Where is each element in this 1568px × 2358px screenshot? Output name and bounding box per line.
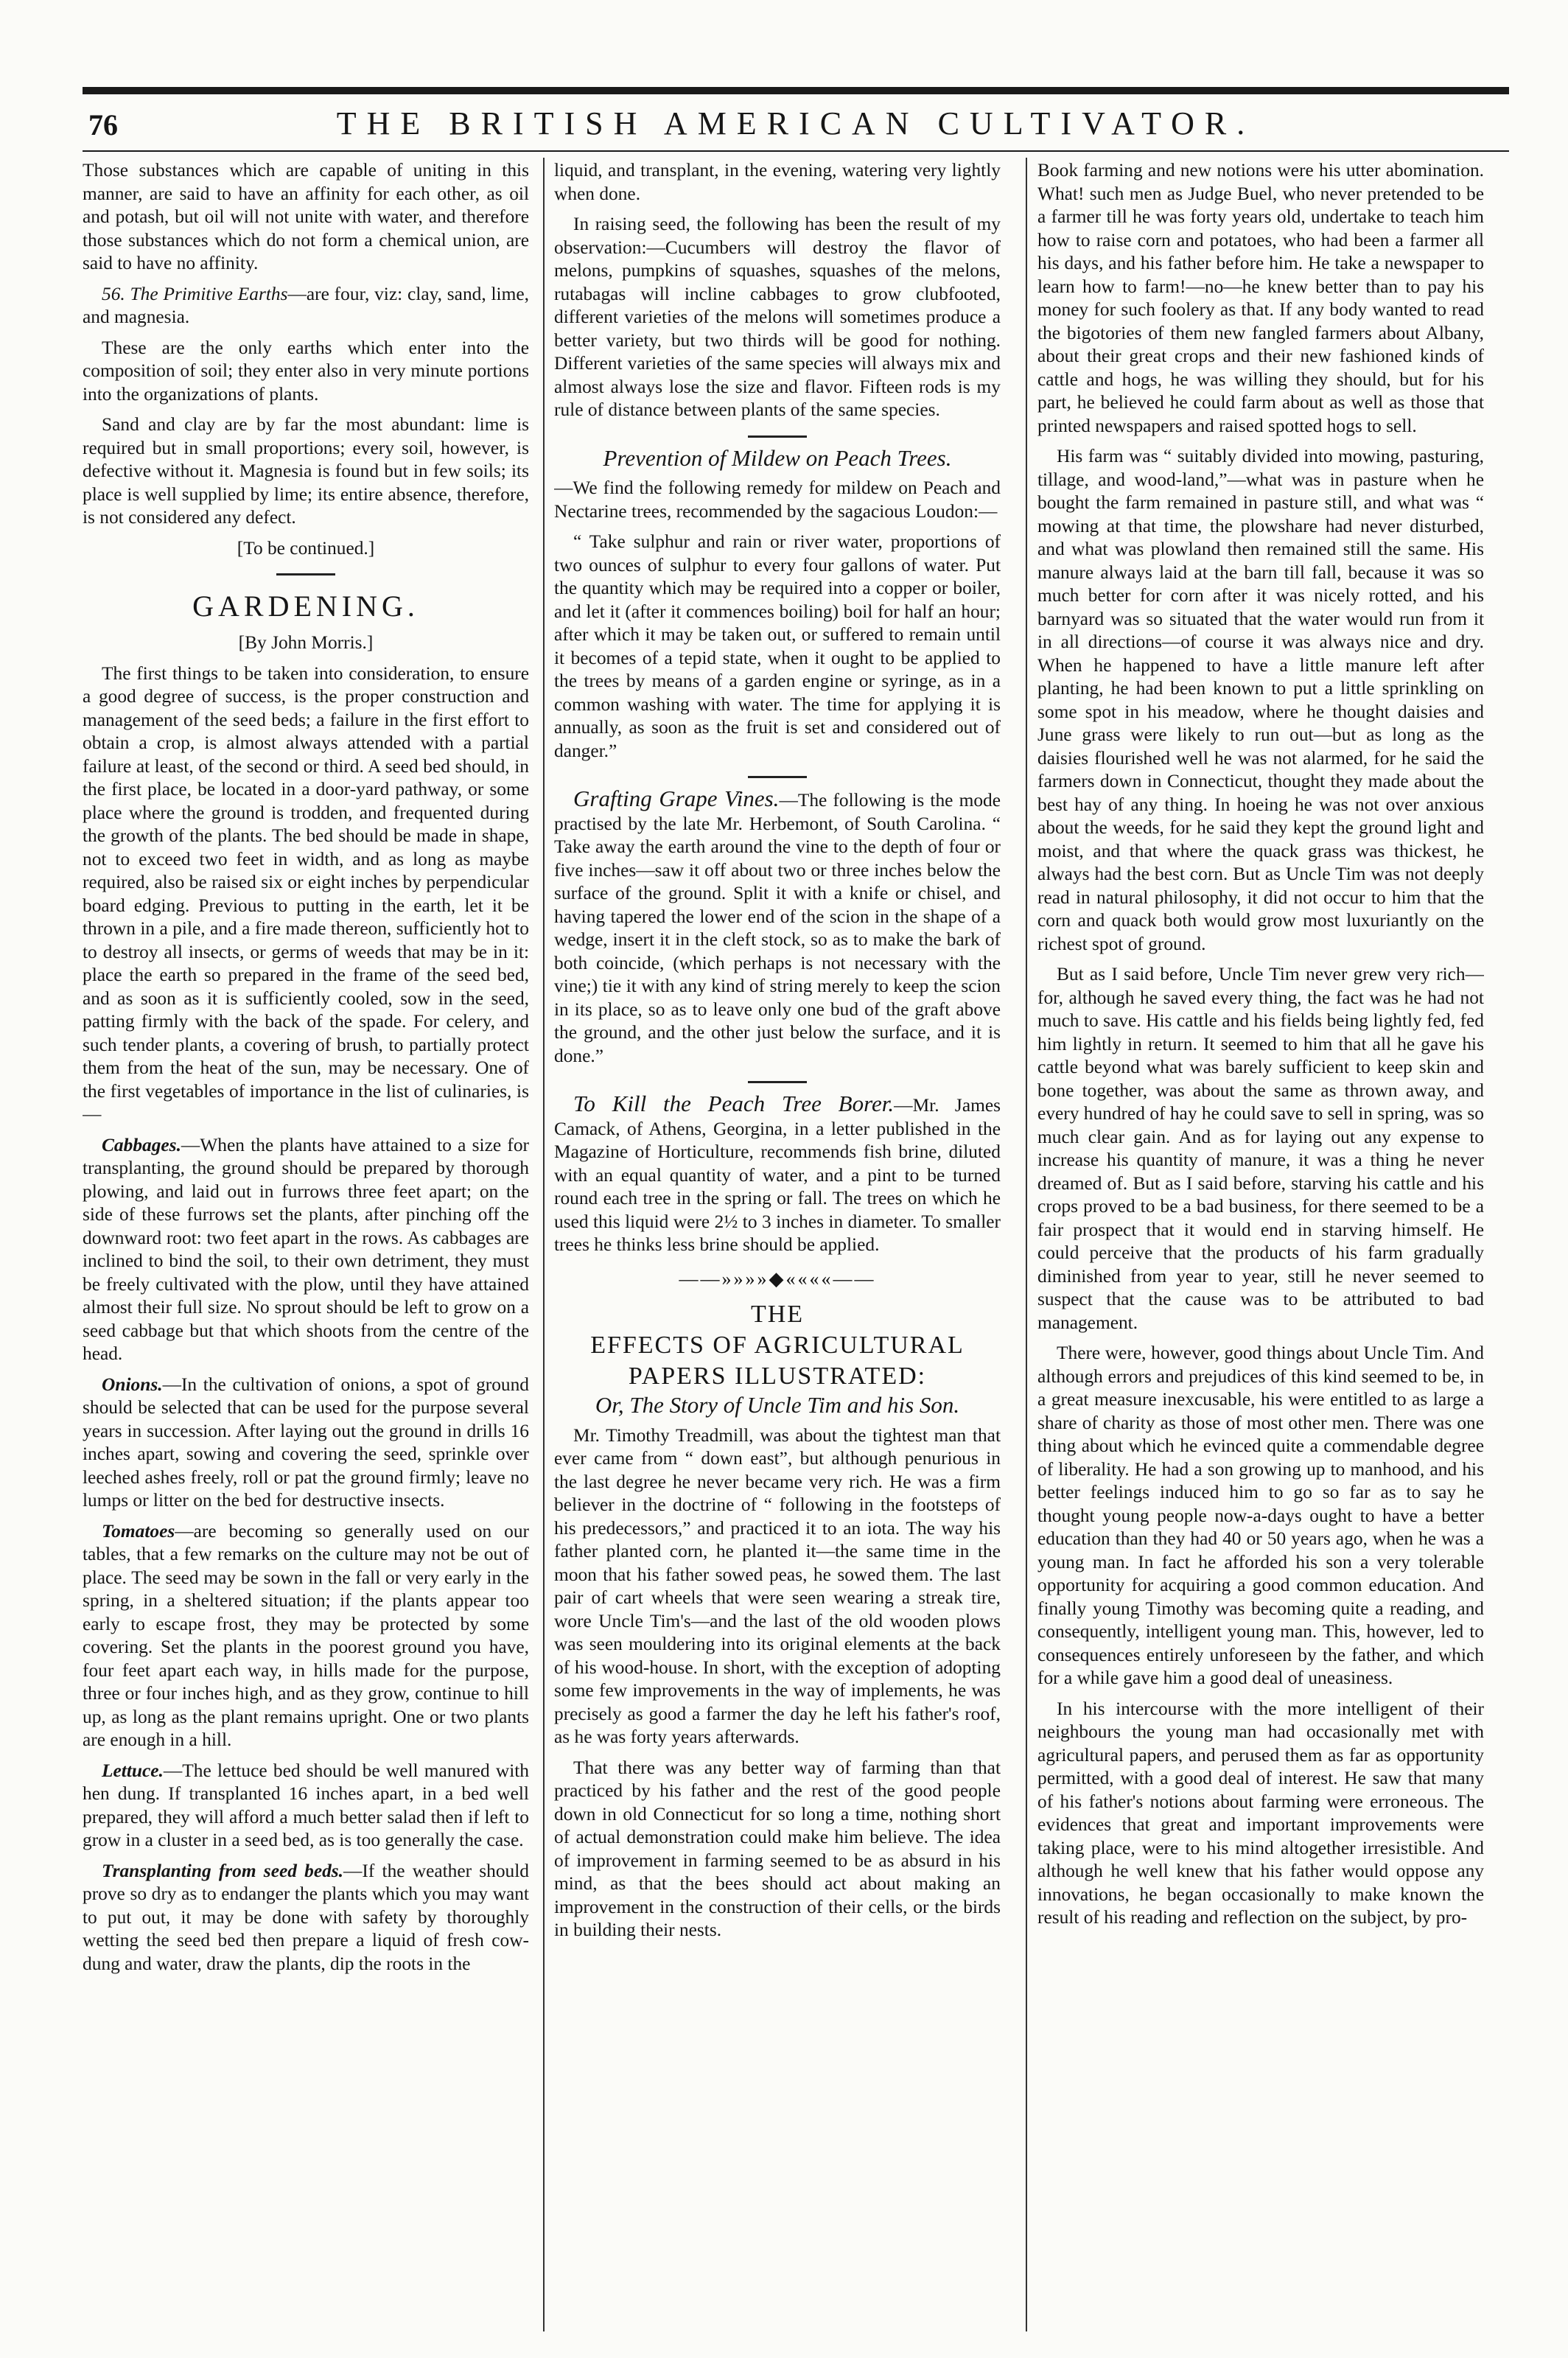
paragraph: Sand and clay are by far the most abundant: lime is required but in small proportions; every soil, however, is defective without it. Magnesia is found but in few soils; its place is well supplied by lime; its entire absence, therefore, is not considered any defect. <box>83 414 529 528</box>
paragraph: The first things to be taken into consideration, to ensure a good degree of success, is the proper construction and management of the seed beds; a failure in the first effort to obtain a crop, is almost always attended with a partial failure at least, of the second or third. A seed bed should, in the first place, be located in a door-yard pathway, or some place where the ground is trodden, and frequented during the growth of the plants. The bed should be made in shape, not to exceed two feet in width, and as long as maybe required, also be raised six or eight inches by perpendicular board edging. Previous to putting in the earth, let it be thrown in a pile, and a fire made thereon, sufficiently hot to to destroy all insects, or germs of weeds that may be in it: place the earth so prepared in the frame of the seed bed, and as soon as it is sufficiently cooled, sow in the seed, patting firmly with the back of the spade. For celery, and such tender plants, a covering of brush, to partially protect them from the heat of the sun, may be necessary. One of the first vegetables of importance in the list of culinaries, is— <box>83 662 529 1124</box>
continued-note: [To be continued.] <box>237 537 375 559</box>
paragraph-text: —are four, viz: clay, sand, lime, and magnesia. <box>83 283 529 327</box>
article-heading: EFFECTS OF AGRICULTURAL <box>590 1332 965 1359</box>
top-rule <box>83 87 1509 94</box>
paragraph: Mr. Timothy Treadmill, was about the tightest man that ever came from “ down east”, but although penurious in the last degree he never became very rich. He was a firm believer in the doctrine of “ following in the footsteps of his predecessors,” and practiced it to an iota. The way his father planted corn, he planted it—the same time in the moon that his father sowed peas, he sowed them. The last pair of cart wheels that were seen wearing a streak tire, wore Uncle Tim's—and the last of the old wooden plows was seen mouldering into its original elements at the back of his wood-house. In short, with the exception of adopting some few improvements in the way of implements, he was precisely as good a farmer the day he left his father's roof, as he was forty years afterwards. <box>554 1424 1001 1747</box>
separator-rule <box>748 435 807 438</box>
paragraph: liquid, and transplant, in the evening, watering very lightly when done. <box>554 160 1001 204</box>
paragraph-text: —The following is the mode practised by the late Mr. Herbemont, of South Carolina. “ Take away the earth around the vine to the depth of four or five inches—saw it off about two or three inches below the surface of the ground. Split it with a knife or chisel, and having tapered the lower end of the scion in the shape of a wedge, insert it in the cleft stock, so as to make the bark of both coincide, (which perhaps is not necessary with the vine;) tie it with any kind of string merely to keep the scion in its place, so as to leave only one bud of the graft above the ground, and the other just below the surface, and it is done.” <box>554 790 1001 1066</box>
paragraph: There were, however, good things about Uncle Tim. And although errors and prejudices of this kind seemed to be, in a great measure inexcusable, his were entitled to as large a share of charity as those of most other men. There was one thing about which he evinced quite a commendable degree of liberality. He had a son growing up to manhood, and his better feelings induced him to go so far as to say he thought young people now-a-days ought to have a better education than they had 40 or 50 years ago, when he was a young man. In fact he afforded his son a very tolerable opportunity for acquiring a good common education. And finally young Timothy was becoming quite a reading, and consequently, intelligent young man. This, however, led to consequences entirely unforeseen by the father, and which for a while gave him a good deal of uneasiness. <box>1037 1343 1484 1688</box>
article-subtitle: Or, The Story of Uncle Tim and his Son. <box>595 1392 960 1418</box>
article-title: To Kill the Peach Tree Borer. <box>573 1091 895 1116</box>
column-divider <box>1026 158 1027 2331</box>
column-1 <box>83 159 529 2340</box>
page-header <box>83 100 1509 149</box>
article-title: Grafting Grape Vines. <box>573 786 780 811</box>
paragraph-text: —In the cultivation of onions, a spot of ground should be selected that can be used for the purpose several years in succession. After laying out the ground in drills 16 inches apart, sowing and covering the seed, sprinkle over leeched ashes freely, roll or pat the ground firmly; leave no lumps or litter on the bed for destructive insects. <box>83 1374 529 1511</box>
separator-rule <box>276 573 335 575</box>
paragraph <box>554 787 1001 1068</box>
column-2 <box>554 159 1001 2340</box>
paragraph: Those substances which are capable of uniting in this manner, are said to have an affinity for each other, as oil and potash, but oil will not unite with water, and therefore those substances which do not form a chemical union, are said to have no affinity. <box>83 160 529 273</box>
separator-rule <box>748 1081 807 1083</box>
section-label: 56. The Primitive Earths <box>102 283 288 304</box>
paragraph-text: —Mr. James Camack, of Athens, Georgina, in a letter published in the Magazine of Horticulture, recommends fish brine, diluted with an equal quantity of water, and a pint to be turned round each tree in the spring or fall. The trees on which he used this liquid were 2½ to 3 inches in diameter. To smaller trees he thinks less brine should be applied. <box>554 1095 1001 1255</box>
byline: [By John Morris.] <box>238 632 374 653</box>
paragraph: —We find the following remedy for mildew on Peach and Nectarine trees, recommended by the sagacious Loudon:— <box>554 477 1001 522</box>
section-heading: GARDENING. <box>192 590 419 623</box>
paragraph <box>83 283 529 329</box>
paragraph: His farm was “ suitably divided into mowing, pasturing, tillage, and wood-land,”—what was in pasture when he bought the farm remained in pasture still, and what was “ mowing at that time, the plowshare had never disturbed, and what was plowland then remained still the same. His manure always laid at the barn till fall, because it was so much better for corn after it was nicely rotted, and his barnyard was so situated that the water would run from it in all directions—of course it was always nice and dry. When he happened to have a little manure left after planting, he had been known to put a little sprinkling on some spot in his meadow, where he thought daisies and June grass were likely to run out—but as long as the daisies flourished well he was not alarmed, for he said the farmers down in Connecticut, thought they made about the best hay of any thing. In hoeing he was not over anxious about the weeds, for he said they kept the ground light and moist, and that where the quack grass was thickest, he always had the best corn. But as Uncle Tim was not deeply read in natural philosophy, it did not occur to him that the corn and quack both would grow most luxuriantly on the richest spot of ground. <box>1037 446 1484 954</box>
column-divider <box>543 158 545 2331</box>
paragraph <box>83 1134 529 1366</box>
paragraph: Book farming and new notions were his utter abomination. What! such men as Judge Buel, who never pretended to be a farmer till he was forty years old, undertake to teach him how to raise corn and potatoes, who had been a farmer all his days, and his father before him. He take a newspaper to learn how to farm!—no—he knew better than to pay his money for such foolery as that. If any body wanted to read the bigotories of them new fangled farmers about Albany, about their great crops and their new fashioned kinds of cattle and hogs, he was willing they should, but for his part, he believed he could farm about as well as those that printed newspapers and raised spotted hogs to sell. <box>1037 160 1484 436</box>
ornamental-divider: ——»»»»◆««««—— <box>679 1267 876 1290</box>
paragraph-text: —The lettuce bed should be well manured with hen dung. If transplanted 16 inches apart, in a bed well prepared, they will afford a much better salad then if left to grow in a cluster in a seed bed, as is too generally the case. <box>83 1760 529 1850</box>
header-rule <box>83 150 1509 152</box>
page-number: 76 <box>88 108 118 141</box>
paragraph: But as I said before, Uncle Tim never grew very rich—for, although he saved every thing, the fact was he had not much to save. His cattle and his fields being lightly fed, fed him lightly in return. It seemed to him that all he gave his cattle beyond what was barely sufficient to keep skin and bone together, was about the same as thrown away, and every hundred of hay he could save to sell in spring, was so much clear gain. And as for laying out any expense to increase his quantity of manure, it was a thing he never dreamed of. But as I said before, starving his cattle and his crops proved to be a bad business, for there seemed to be a fair prospect that it would end in starving himself. He could perceive that the products of his farm gradually diminished from year to year, still he never seemed to suspect that the cause was to be attributed to bad management. <box>1037 964 1484 1333</box>
section-label: Transplanting from seed beds. <box>102 1860 344 1881</box>
paragraph <box>554 1092 1001 1257</box>
section-label: Cabbages. <box>102 1134 181 1155</box>
column-3 <box>1037 159 1484 2340</box>
running-title: THE BRITISH AMERICAN CULTIVATOR. <box>336 105 1256 141</box>
paragraph: “ Take sulphur and rain or river water, proportions of two ounces of sulphur to every four gallons of water. Put the quantity which may be required into a copper or boiler, and let it (after it commences boiling) boil for half an hour; after which it may be taken out, or suffered to remain until it becomes of a tepid state, when it ought to be applied to the trees by means of a garden engine or syringe, as in a common washing with water. The time for applying it is annually, as soon as the fruit is set and considered out of danger.” <box>554 531 1001 761</box>
paragraph <box>83 1760 529 1853</box>
paragraph-text: —are becoming so generally used on our tables, that a few remarks on the culture may not be out of place. The seed may be sown in the fall or very early in the spring, in a sheltered situation; if the plants appear too early to escape frost, they may be protected by some covering. Set the plants in the poorest ground you have, four feet apart each way, in hills made for the purpose, three or four inches high, and as they grow, continue to hill up, as long as the plant remains upright. One or two plants are enough in a hill. <box>83 1520 529 1750</box>
article-title: Prevention of Mildew on Peach Trees. <box>603 444 952 471</box>
paragraph: These are the only earths which enter into the composition of soil; they enter also in very minute portions into the organizations of plants. <box>83 337 529 405</box>
section-label: Onions. <box>102 1374 163 1395</box>
article-heading-the: THE <box>750 1301 805 1328</box>
separator-rule <box>748 776 807 778</box>
paragraph: In raising seed, the following has been the result of my observation:—Cucumbers will destroy the flavor of melons, pumpkins of squashes, squashes of the melons, rutabagas will incline cabbages to grow clubfooted, different varieties of the melons will sometimes produce a better variety, but two thirds will be good for nothing. Different varieties of the same species will always mix and almost always lose the size and flavor. Fifteen rods is my rule of distance between plants of the same species. <box>554 214 1001 420</box>
article-heading: PAPERS ILLUSTRATED: <box>628 1362 927 1390</box>
paragraph <box>83 1520 529 1752</box>
paragraph-text: —When the plants have attained to a size for transplanting, the ground should be prepared by thorough plowing, and laid out in furrows three feet apart; on the side of these furrows set the plants, after pinching off the downward root: two feet apart in the rows. As cabbages are inclined to bind the soil, to their own detriment, they must be freely cultivated with the plow, until they have attained almost their full size. No sprout should be left to grow on a seed cabbage but that which shoots from the centre of the head. <box>83 1134 529 1364</box>
section-label: Tomatoes <box>102 1520 175 1542</box>
paragraph-text: —If the weather should prove so dry as to endanger the plants which you may want to put out, it may be done with safety by thoroughly wetting the seed bed then prepare a liquid of fresh cow-dung and water, draw the plants, dip the roots in the <box>83 1860 529 1974</box>
paragraph <box>83 1374 529 1513</box>
paragraph <box>83 1860 529 1976</box>
paragraph: That there was any better way of farming than that practiced by his father and the rest of the good people down in old Connecticut for so long a time, nothing short of actual demonstration could make him believe. The idea of improvement in farming seemed to be as absurd in his mind, as that the bees should act about making an improvement in the construction of their cells, or the birds in building their nests. <box>554 1757 1001 1940</box>
paragraph: In his intercourse with the more intelligent of their neighbours the young man had occasionally met with agricultural papers, and perused them as far as opportunity permitted, with a good deal of interest. He saw that many of his father's notions about farming were erroneous. The evidences that great and important improvements were taking place, were to his mind altogether irresistible. And although he well knew that his father would oppose any innovations, he began occasionally to make known the result of his reading and reflection on the subject, by pro- <box>1037 1698 1484 1928</box>
section-label: Lettuce. <box>102 1760 164 1781</box>
